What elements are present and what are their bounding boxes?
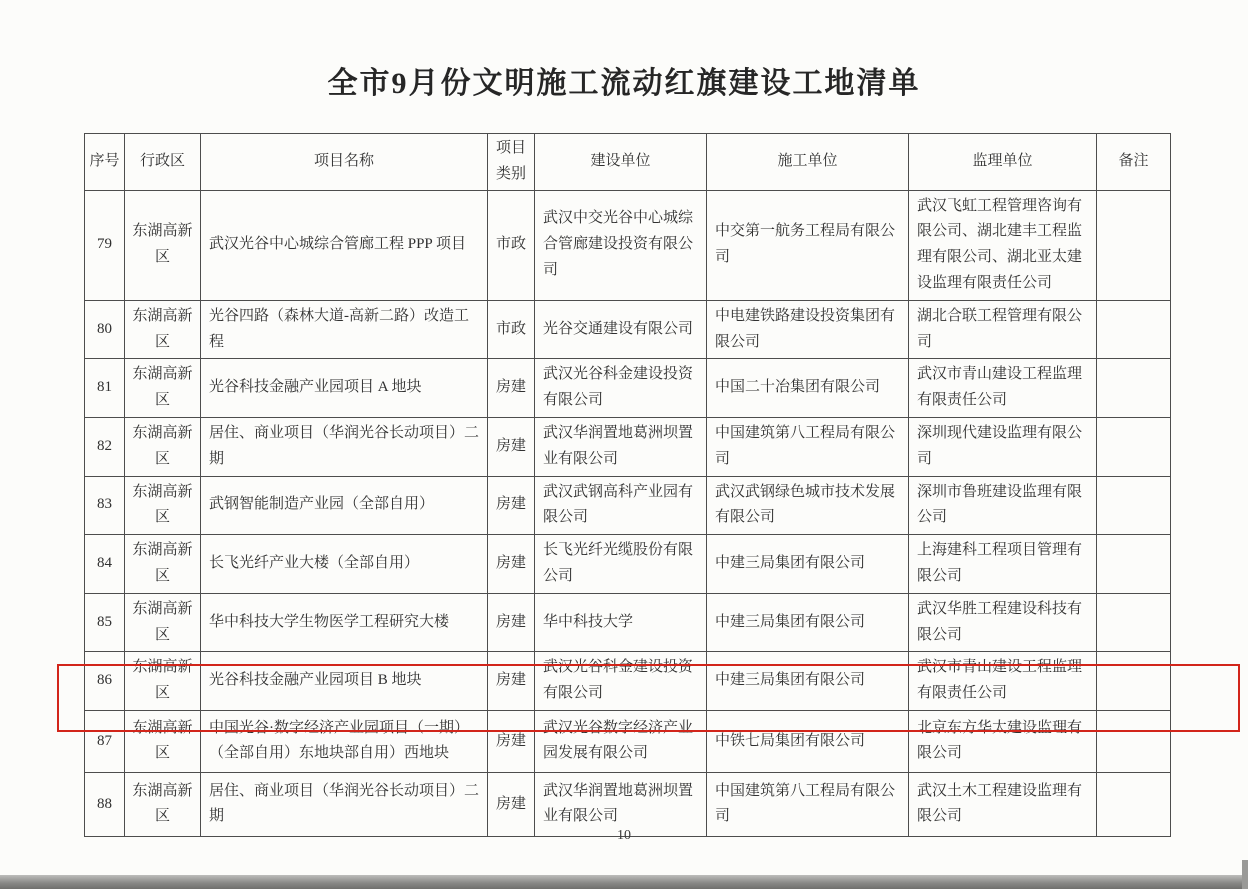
cell-builder: 武汉华润置地葛洲坝置业有限公司 xyxy=(535,772,707,836)
cell-district: 东湖高新区 xyxy=(125,190,201,300)
cell-supervisor: 武汉华胜工程建设科技有限公司 xyxy=(909,593,1097,652)
cell-district: 东湖高新区 xyxy=(125,710,201,772)
cell-district: 东湖高新区 xyxy=(125,300,201,359)
cell-no: 83 xyxy=(85,476,125,535)
document-title: 全市9月份文明施工流动红旗建设工地清单 xyxy=(327,67,921,100)
cell-supervisor: 上海建科工程项目管理有限公司 xyxy=(909,535,1097,594)
cell-contractor: 中建三局集团有限公司 xyxy=(707,535,909,594)
cell-category: 房建 xyxy=(488,417,535,476)
table-row-81 xyxy=(85,359,1171,418)
cell-note xyxy=(1097,593,1171,652)
cell-builder: 武汉光谷数字经济产业园发展有限公司 xyxy=(535,710,707,772)
column-header-7: 备注 xyxy=(1097,134,1171,191)
table-row-82 xyxy=(85,417,1171,476)
cell-supervisor: 武汉土木工程建设监理有限公司 xyxy=(909,772,1097,836)
cell-note xyxy=(1097,417,1171,476)
cell-district: 东湖高新区 xyxy=(125,772,201,836)
cell-project: 武汉光谷中心城综合管廊工程 PPP 项目 xyxy=(201,190,488,300)
cell-builder: 武汉武钢高科产业园有限公司 xyxy=(535,476,707,535)
cell-supervisor: 武汉市青山建设工程监理有限责任公司 xyxy=(909,359,1097,418)
table-body xyxy=(85,190,1171,836)
cell-contractor: 中国建筑第八工程局有限公司 xyxy=(707,417,909,476)
cell-builder: 武汉光谷科金建设投资有限公司 xyxy=(535,652,707,711)
cell-district: 东湖高新区 xyxy=(125,652,201,711)
cell-builder: 华中科技大学 xyxy=(535,593,707,652)
cell-supervisor: 北京东方华太建设监理有限公司 xyxy=(909,710,1097,772)
cell-note xyxy=(1097,772,1171,836)
cell-category: 房建 xyxy=(488,772,535,836)
cell-no: 82 xyxy=(85,417,125,476)
cell-contractor: 中国建筑第八工程局有限公司 xyxy=(707,772,909,836)
construction-site-table xyxy=(84,133,1171,837)
cell-note xyxy=(1097,710,1171,772)
cell-contractor: 中交第一航务工程局有限公司 xyxy=(707,190,909,300)
cell-project: 武钢智能制造产业园（全部自用） xyxy=(201,476,488,535)
cell-supervisor: 武汉飞虹工程管理咨询有限公司、湖北建丰工程监理有限公司、湖北亚太建设监理有限责任公司 xyxy=(909,190,1097,300)
cell-project: 光谷四路（森林大道-高新二路）改造工程 xyxy=(201,300,488,359)
cell-project: 居住、商业项目（华润光谷长动项目）二期 xyxy=(201,772,488,836)
table-header-row xyxy=(85,134,1171,191)
column-header-2: 项目名称 xyxy=(201,134,488,191)
cell-contractor: 中建三局集团有限公司 xyxy=(707,652,909,711)
cell-note xyxy=(1097,300,1171,359)
cell-contractor: 中电建铁路建设投资集团有限公司 xyxy=(707,300,909,359)
cell-project: 中国光谷·数字经济产业园项目（一期）（全部自用）东地块部自用）西地块 xyxy=(201,710,488,772)
column-header-3: 项目类别 xyxy=(488,134,535,191)
cell-no: 79 xyxy=(85,190,125,300)
column-header-6: 监理单位 xyxy=(909,134,1097,191)
cell-builder: 武汉中交光谷中心城综合管廊建设投资有限公司 xyxy=(535,190,707,300)
cell-note xyxy=(1097,652,1171,711)
cell-note xyxy=(1097,359,1171,418)
cell-builder: 长飞光纤光缆股份有限公司 xyxy=(535,535,707,594)
page-number: 10 xyxy=(617,828,631,843)
cell-category: 房建 xyxy=(488,652,535,711)
cell-category: 房建 xyxy=(488,476,535,535)
cell-no: 87 xyxy=(85,710,125,772)
cell-category: 房建 xyxy=(488,710,535,772)
column-header-5: 施工单位 xyxy=(707,134,909,191)
cell-builder: 武汉华润置地葛洲坝置业有限公司 xyxy=(535,417,707,476)
cell-district: 东湖高新区 xyxy=(125,417,201,476)
table-row-86 xyxy=(85,652,1171,711)
cell-category: 市政 xyxy=(488,190,535,300)
cell-supervisor: 深圳现代建设监理有限公司 xyxy=(909,417,1097,476)
column-header-4: 建设单位 xyxy=(535,134,707,191)
cell-supervisor: 深圳市鲁班建设监理有限公司 xyxy=(909,476,1097,535)
cell-project: 光谷科技金融产业园项目 B 地块 xyxy=(201,652,488,711)
table-row-80 xyxy=(85,300,1171,359)
cell-district: 东湖高新区 xyxy=(125,359,201,418)
cell-category: 房建 xyxy=(488,535,535,594)
column-header-1: 行政区 xyxy=(125,134,201,191)
cell-project: 长飞光纤产业大楼（全部自用） xyxy=(201,535,488,594)
cell-contractor: 中国二十冶集团有限公司 xyxy=(707,359,909,418)
cell-note xyxy=(1097,476,1171,535)
cell-no: 84 xyxy=(85,535,125,594)
cell-note xyxy=(1097,535,1171,594)
scan-edge-bottom xyxy=(0,875,1248,889)
cell-district: 东湖高新区 xyxy=(125,476,201,535)
cell-no: 81 xyxy=(85,359,125,418)
cell-project: 光谷科技金融产业园项目 A 地块 xyxy=(201,359,488,418)
cell-supervisor: 湖北合联工程管理有限公司 xyxy=(909,300,1097,359)
cell-district: 东湖高新区 xyxy=(125,535,201,594)
cell-builder: 光谷交通建设有限公司 xyxy=(535,300,707,359)
cell-project: 华中科技大学生物医学工程研究大楼 xyxy=(201,593,488,652)
column-header-0: 序号 xyxy=(85,134,125,191)
cell-contractor: 中建三局集团有限公司 xyxy=(707,593,909,652)
cell-project: 居住、商业项目（华润光谷长动项目）二期 xyxy=(201,417,488,476)
cell-note xyxy=(1097,190,1171,300)
cell-contractor: 中铁七局集团有限公司 xyxy=(707,710,909,772)
table-row-79 xyxy=(85,190,1171,300)
cell-category: 市政 xyxy=(488,300,535,359)
table-row-88 xyxy=(85,772,1171,836)
cell-category: 房建 xyxy=(488,359,535,418)
cell-no: 85 xyxy=(85,593,125,652)
table-row-83 xyxy=(85,476,1171,535)
table-row-85 xyxy=(85,593,1171,652)
cell-builder: 武汉光谷科金建设投资有限公司 xyxy=(535,359,707,418)
table-row-84 xyxy=(85,535,1171,594)
cell-no: 88 xyxy=(85,772,125,836)
cell-no: 86 xyxy=(85,652,125,711)
scan-edge-right xyxy=(1242,860,1248,889)
cell-category: 房建 xyxy=(488,593,535,652)
cell-contractor: 武汉武钢绿色城市技术发展有限公司 xyxy=(707,476,909,535)
table-row-87 xyxy=(85,710,1171,772)
cell-supervisor: 武汉市青山建设工程监理有限责任公司 xyxy=(909,652,1097,711)
cell-no: 80 xyxy=(85,300,125,359)
cell-district: 东湖高新区 xyxy=(125,593,201,652)
